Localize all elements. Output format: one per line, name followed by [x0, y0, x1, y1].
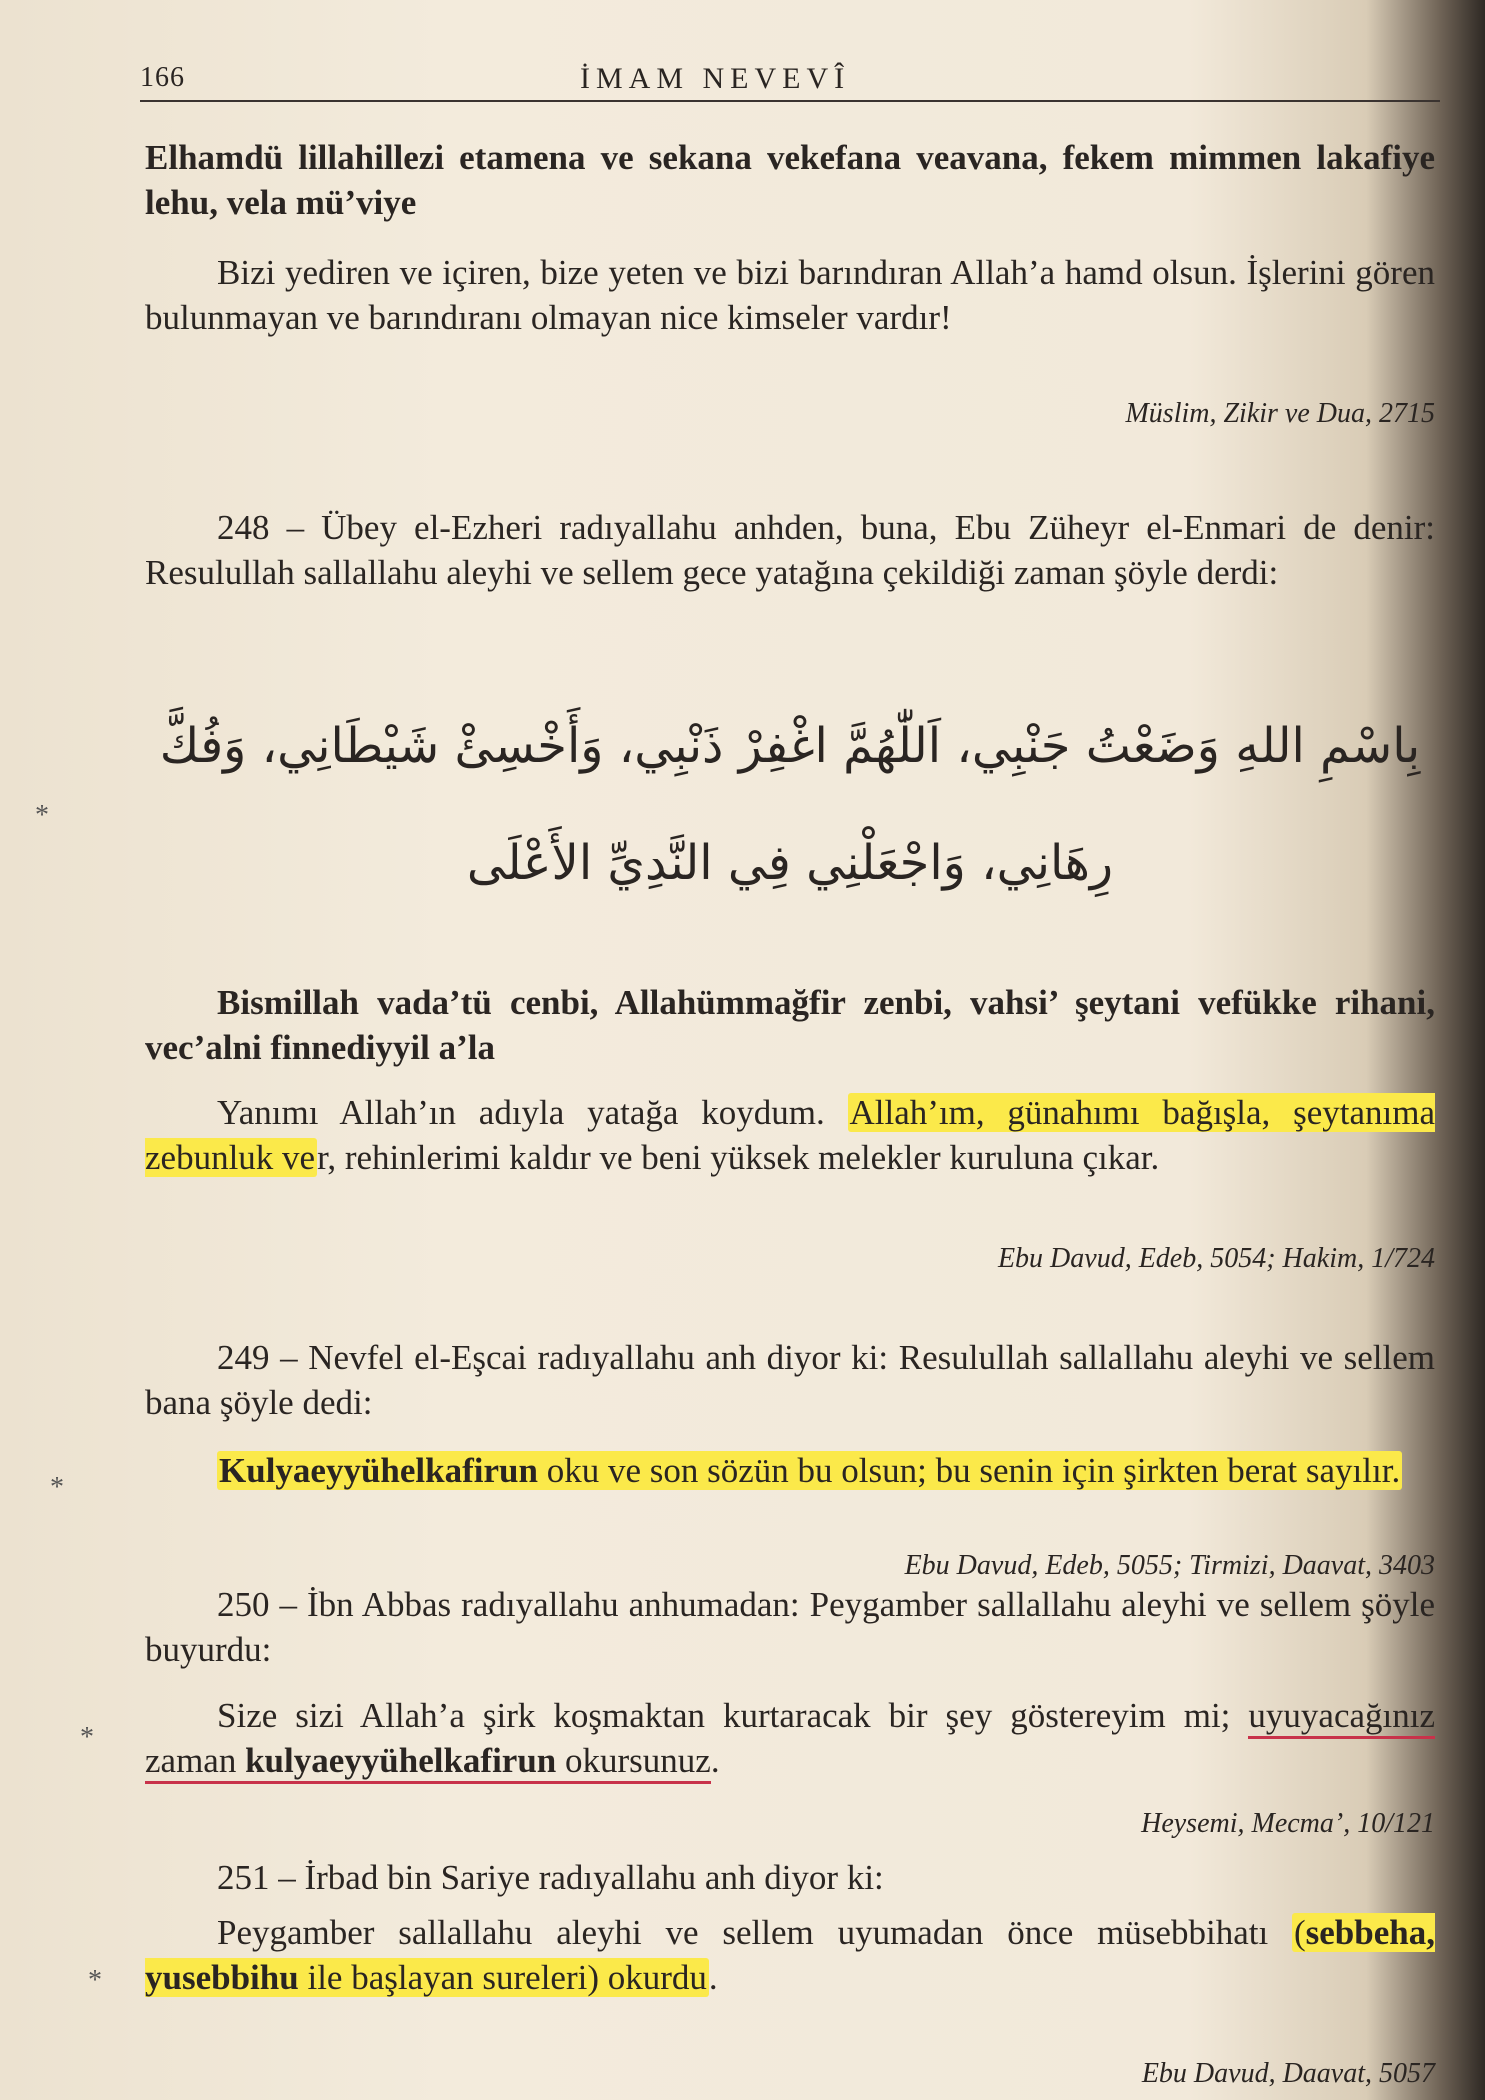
source-247: Müslim, Zikir ve Dua, 2715 [1125, 398, 1435, 429]
translation-248-end: r, rehinlerimi kaldır ve beni yüksek melekler kuruluna çıkar. [317, 1138, 1160, 1177]
translation-248-start: Yanımı Allah’ın adıyla yatağa koydum. [217, 1093, 848, 1132]
source-249: Ebu Davud, Edeb, 5055; Tirmizi, Daavat, 3403 [904, 1550, 1435, 1581]
text-251-bold: sebbeha, yusebbihu [145, 1913, 1435, 1997]
quote-250-underlined-a: uyuyacağınız zaman [145, 1696, 1435, 1780]
transliteration-247: Elhamdü lillahillezi etamena ve sekana vekefana veavana, fekem mimmen lakafiye lehu, vela mü’viye [145, 138, 1435, 222]
hadith-251-intro: 251 – İrbad bin Sariye radıyallahu anh diyor ki: [217, 1858, 884, 1897]
quote-250-end: . [710, 1741, 720, 1780]
margin-mark-2: * [50, 1472, 64, 1503]
arabic-line-2: رِهَانِي، وَاجْعَلْنِي فِي النَّدِيِّ الأَعْلَى [466, 835, 1114, 891]
arabic-line-1: بِاسْمِ اللهِ وَضَعْتُ جَنْبِي، اَللّٰهُمَّ اغْفِرْ ذَنْبِي، وَأَخْسِئْ شَيْطَانِي، وَفُكَّ [159, 718, 1421, 774]
margin-mark-4: * [88, 1965, 102, 1996]
text-251-hl-rest: ile başlayan sureleri) okurdu [298, 1958, 707, 1997]
text-251-end: . [708, 1958, 718, 1997]
translation-248 [145, 1090, 1435, 1180]
quote-249-rest: oku ve son sözün bu olsun; bu senin için şirkten berat sayılır. [537, 1451, 1401, 1490]
text-251-start: Peygamber sallallahu aleyhi ve sellem uyumadan önce müsebbihatı [217, 1913, 1292, 1952]
source-251: Ebu Davud, Daavat, 5057 [1141, 2058, 1435, 2089]
text-251 [145, 1910, 1435, 2000]
margin-mark-1: * [35, 800, 49, 831]
source-250: Heysemi, Mecma’, 10/121 [1141, 1808, 1435, 1839]
translation-247: Bizi yediren ve içiren, bize yeten ve bizi barındıran Allah’a hamd olsun. İşlerini gören bulunmayan ve barındıranı olmayan nice kimseler vardır! [145, 253, 1435, 337]
page-number: 166 [140, 62, 185, 93]
hadith-248-intro: 248 – Übey el-Ezheri radıyallahu anhden, buna, Ebu Züheyr el-Enmari de denir: Resulullah sallallahu aleyhi ve sellem gece yatağına çekildiği zaman şöyle derdi: [145, 508, 1435, 592]
quote-250 [145, 1693, 1435, 1783]
hadith-249-intro: 249 – Nevfel el-Eşcai radıyallahu anh diyor ki: Resulullah sallallahu aleyhi ve sellem bana şöyle dedi: [145, 1338, 1435, 1422]
page-header [140, 58, 1440, 102]
source-248: Ebu Davud, Edeb, 5054; Hakim, 1/724 [997, 1243, 1435, 1274]
quote-250-start: Size sizi Allah’a şirk koşmaktan kurtaracak bir şey göstereyim mi; [217, 1696, 1249, 1735]
quote-249 [145, 1448, 1435, 1493]
highlighted-phrase: Allah’ım, günahımı bağışla, şeytanıma zebunluk ve [145, 1093, 1435, 1177]
text-251-paren: ( [1294, 1913, 1306, 1952]
quote-249-bold: Kulyaeyyühelkafirun [219, 1451, 538, 1490]
hadith-250-intro: 250 – İbn Abbas radıyallahu anhumadan: Peygamber sallallahu aleyhi ve sellem şöyle buyurdu: [145, 1585, 1435, 1669]
transliteration-248: Bismillah vada’tü cenbi, Allahümmağfir zenbi, vahsi’ şeytani vefükke rihani, vec’alni finnediyyil a’la [145, 983, 1435, 1067]
quote-250-underlined-bold: kulyaeyyühelkafirun [245, 1741, 557, 1780]
margin-mark-3: * [80, 1722, 94, 1753]
quote-250-underlined-b: okursunuz [556, 1741, 711, 1780]
running-title: İMAM NEVEVÎ [580, 62, 851, 95]
